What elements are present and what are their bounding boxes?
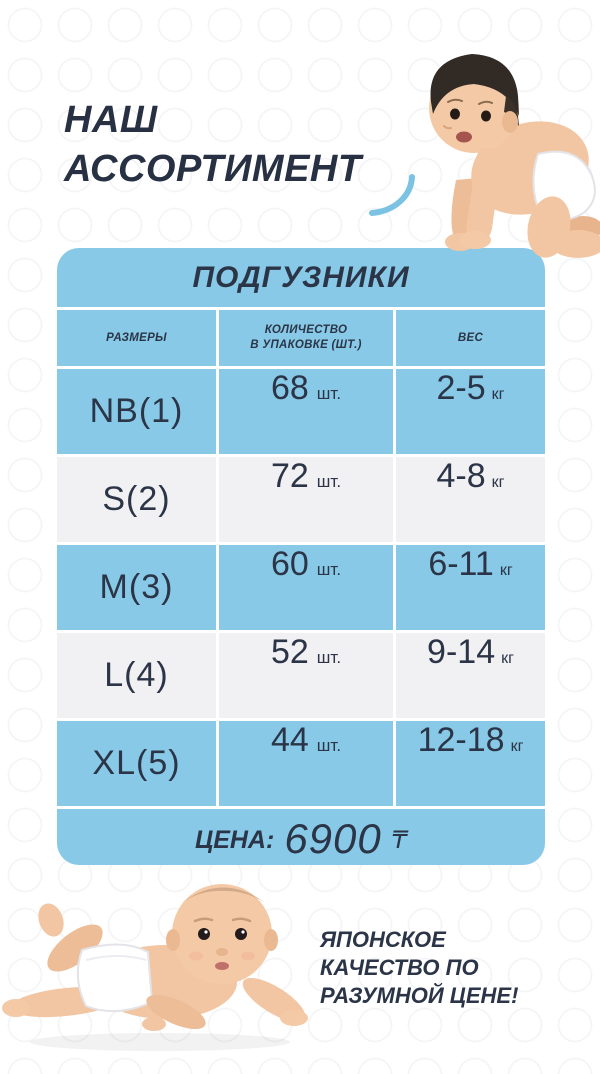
weight-cell: 4-8 кг <box>396 457 545 542</box>
table-title: ПОДГУЗНИКИ <box>57 248 545 307</box>
baby-lying-image <box>0 860 308 1060</box>
price-label: ЦЕНА: <box>194 825 275 854</box>
column-header-weight: ВЕС <box>396 310 545 366</box>
table-row <box>57 369 545 454</box>
baby-crawling-image <box>420 30 600 264</box>
size-cell: M(3) <box>57 545 216 630</box>
table-row <box>57 457 545 542</box>
price-row <box>57 809 545 865</box>
qty-cell: 72 шт. <box>219 457 393 542</box>
size-cell: XL(5) <box>57 721 216 806</box>
weight-cell: 6-11 кг <box>396 545 545 630</box>
table-row <box>57 545 545 630</box>
column-header-quantity: КОЛИЧЕСТВО В УПАКОВКЕ (ШТ.) <box>219 310 393 366</box>
weight-cell: 9-14 кг <box>396 633 545 718</box>
table-column-headers <box>57 310 545 366</box>
price-value: 6900 <box>284 815 382 862</box>
page-title-line1: НАШ <box>64 99 158 141</box>
qty-cell: 68 шт. <box>219 369 393 454</box>
table-row <box>57 721 545 806</box>
table-row <box>57 633 545 718</box>
page-title-line2: АССОРТИМЕНТ <box>64 148 362 190</box>
qty-cell: 60 шт. <box>219 545 393 630</box>
qty-cell: 52 шт. <box>219 633 393 718</box>
slogan-line1: ЯПОНСКОЕ <box>320 927 446 952</box>
page-title <box>64 96 362 194</box>
weight-cell: 2-5 кг <box>396 369 545 454</box>
weight-cell: 12-18 кг <box>396 721 545 806</box>
size-cell: S(2) <box>57 457 216 542</box>
column-header-sizes: РАЗМЕРЫ <box>57 310 216 366</box>
slogan <box>320 926 590 1010</box>
tenge-currency-symbol: ₸ <box>391 826 408 854</box>
slogan-line3: РАЗУМНОЙ ЦЕНЕ! <box>320 983 519 1008</box>
swoosh-icon <box>368 174 416 218</box>
size-cell: NB(1) <box>57 369 216 454</box>
slogan-line2: КАЧЕСТВО ПО <box>320 955 479 980</box>
size-cell: L(4) <box>57 633 216 718</box>
qty-cell: 44 шт. <box>219 721 393 806</box>
diapers-table <box>57 248 545 865</box>
